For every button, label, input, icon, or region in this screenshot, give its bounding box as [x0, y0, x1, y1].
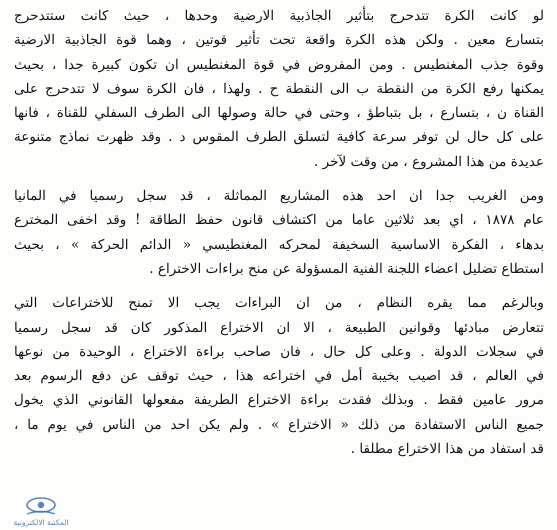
text-line: بدهاء ، الفكرة الاساسية السخيفة لمحركه المغنطيسي « الدائم الحركة » ، بحيث — [14, 236, 544, 253]
text-line: بتسارع معين . ولكن هذه الكرة واقعة تحت تأثير قوتين ، وهما قوة الجاذبية الارضية — [14, 32, 544, 49]
text-line: في سجلات الدولة . وعلى كل حال ، فان صاحب براءة الاختراع ، الوحيدة من نوعها — [14, 343, 544, 360]
text-line: عديدة من هذا المشروع ، من وقت لآخر . — [313, 153, 544, 170]
text-line: مرور عامين فقط . وبذلك فقدت براءة الاختراع الطريفة مفعولها القانوني الذي يخول — [14, 392, 544, 409]
text-line: القناة ن ، بتسارع ، بل بتباطؤ ، وحتى في حالة وصولها الى الطرف السفلي للقناة ، فانها — [14, 105, 544, 122]
text-line: ومن الغريب جدا ان احد هذه المشاريع المماثلة ، قد سجل رسميا في المانيا — [14, 188, 544, 205]
paragraph-2 — [14, 184, 544, 281]
text-line: لو كانت الكرة تتدحرج بتأثير الجاذبية الارضية وحدها ، حيث كانت ستتدحرج — [14, 8, 544, 24]
text-line: في العالم ، قد اصيب بخيبة أمل في اختراعه هذا ، حيث توقف عن دفع الرسوم بعد — [14, 368, 544, 385]
eye-book-logo-icon — [2, 494, 80, 528]
text-line: يمكنها رفع الكرة من النقطة ب الى النقطة ح . ولهذا ، فان الكرة سوف لا تتدحرج على — [14, 80, 544, 97]
text-line: عام ١٨٧٨ ، اي بعد ثلاثين عاما من اكتشاف قانون حفظ الطاقة ! وقد اخفى المخترع — [14, 212, 544, 229]
svg-text:المكتبة الالكترونية: المكتبة الالكترونية — [13, 518, 69, 527]
paragraph-gap — [14, 281, 544, 291]
text-line: تتعارض مبادئها وقوانين الطبيعة ، الا ان الاختراع المذكور كان قد سجل رسميا — [14, 319, 544, 336]
text-line: جميع الناس الاستفادة من ذلك « الاختراع » . ولم يكن احد من الناس في يوم ما ، — [14, 416, 544, 433]
text-line: وقوة جذب المغنطيس . ومن المفروض في قوة المغنطيس ان تكون كبيرة جدا ، بحيث — [14, 56, 544, 73]
paragraph-1 — [14, 4, 544, 174]
arabic-text-body — [14, 4, 544, 461]
text-line: وبالرغم مما يقره النظام ، من ان البراءات يجب الا تمنح للاختراعات التي — [14, 295, 544, 312]
text-line: قد استفاد من هذا الاختراع مطلقا . — [350, 441, 544, 458]
paragraph-gap — [14, 174, 544, 184]
text-line: استطاع تضليل اعضاء اللجنة الفنية المسؤولة عن منح براءات الاختراع . — [149, 260, 544, 277]
paragraph-3 — [14, 291, 544, 461]
text-line: على كل حال لن توفر سرعة كافية لتسلق الطرف المقوس د . وقد ظهرت نماذج متنوعة — [14, 129, 544, 146]
